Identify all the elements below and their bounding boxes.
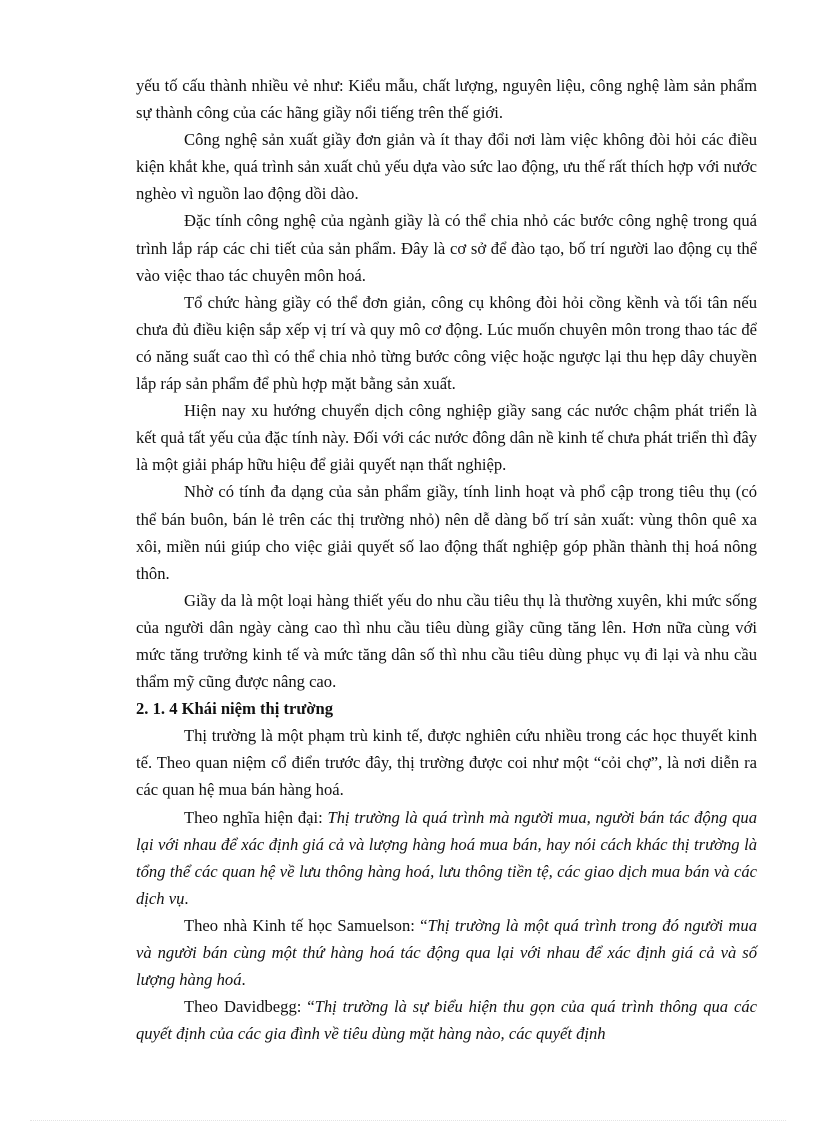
definition-lead: Theo nhà Kinh tế học Samuelson: “ [184, 915, 428, 935]
definition-lead: Theo Davidbegg: “ [184, 997, 315, 1017]
paragraph: Đặc tính công nghệ của ngành giầy là có thể chia nhỏ các bước công nghệ trong quá trình lắp ráp các chi tiết của sản phẩm. Đây là cơ sở để đào tạo, bố trí người lao động cụ thể vào việc thao tác chuyên môn hoá. [136, 211, 757, 285]
paragraph [136, 912, 757, 993]
paragraph: Thị trường là một phạm trù kinh tế, được nghiên cứu nhiều trong các học thuyết kinh tế. Theo quan niệm cổ điển trước đây, thị trường được coi như một “cỏi chợ”, là nơi diễn ra các quan hệ mua bán hàng hoá. [136, 726, 757, 800]
paragraph: Công nghệ sản xuất giầy đơn giản và ít thay đổi nơi làm việc không đòi hỏi các điều kiện khắt khe, quá trình sản xuất chủ yếu dựa vào sức lao động, ưu thế rất thích hợp với nước nghèo vì nguồn lao động dồi dào. [136, 130, 757, 204]
paragraph: yếu tố cấu thành nhiều vẻ như: Kiểu mẫu, chất lượng, nguyên liệu, công nghệ làm sản phẩm sự thành công của các hãng giầy nổi tiếng trên thế giới. [136, 76, 757, 123]
definition-end: . [184, 888, 189, 908]
paragraph [136, 993, 757, 1047]
paragraph: Giầy da là một loại hàng thiết yếu do nhu cầu tiêu thụ là thường xuyên, khi mức sống của người dân ngày càng cao thì nhu cầu tiêu dùng giầy cũng tăng lên. Hơn nữa cùng với mức tăng trưởng kinh tế và mức tăng dân số thì nhu cầu tiêu dùng phục vụ đi lại và nhu cầu thẩm mỹ cũng được nâng cao. [136, 590, 757, 692]
section-heading: 2. 1. 4 Khái niệm thị trường [136, 699, 334, 719]
paragraph: Tổ chức hàng giầy có thể đơn giản, công cụ không đòi hỏi cồng kềnh và tối tân nếu chưa đủ điều kiện sắp xếp vị trí và quy mô cơ động. Lúc muốn chuyên môn trong thao tác để có năng suất cao thì có thể chia nhỏ từng bước công việc hoặc ngược lại thu hẹp dây chuyền lắp ráp sản phẩm để phù hợp mặt bằng sản xuất. [136, 292, 757, 394]
paragraph: Nhờ có tính đa dạng của sản phẩm giầy, tính linh hoạt và phổ cập trong tiêu thụ (có thể bán buôn, bán lẻ trên các thị trường nhỏ) nên dễ dàng bố trí sản xuất: vùng thôn quê xa xôi, miền núi giúp cho việc giải quyết số lao động thất nghiệp góp phần thành thị hoá nông thôn. [136, 482, 757, 583]
page-bottom-divider [30, 1120, 786, 1121]
definition-end: . [241, 970, 246, 990]
definition-text: Thị trường là quá trình mà người mua, người bán tác động qua lại với nhau để xác định giá cả và lượng hàng hoá mua bán, hay nói cách khác thị trường là tổng thể các quan hệ về lưu thông hàng hoá, lưu thông tiền tệ, các giao dịch mua bán và các dịch vụ [136, 807, 757, 908]
definition-text: Thị trường là một quá trình trong đó người mua và người bán cùng một thứ hàng hoá tác động qua lại với nhau để xác định giá cả và số lượng hàng hoá [136, 915, 757, 990]
paragraph: Hiện nay xu hướng chuyển dịch công nghiệp giầy sang các nước chậm phát triển là kết quả tất yếu của đặc tính này. Đối với các nước đông dân nề kinh tế chưa phát triển thì đây là một giải pháp hữu hiệu để giải quyết nạn thất nghiệp. [136, 401, 757, 475]
definition-lead: Theo nghĩa hiện đại: [184, 807, 328, 827]
paragraph [136, 804, 757, 912]
document-page [136, 72, 757, 1047]
definition-text: Thị trường là sự biểu hiện thu gọn của quá trình thông qua các quyết định của các gia đình về tiêu dùng mặt hàng nào, các quyết định [136, 997, 757, 1044]
